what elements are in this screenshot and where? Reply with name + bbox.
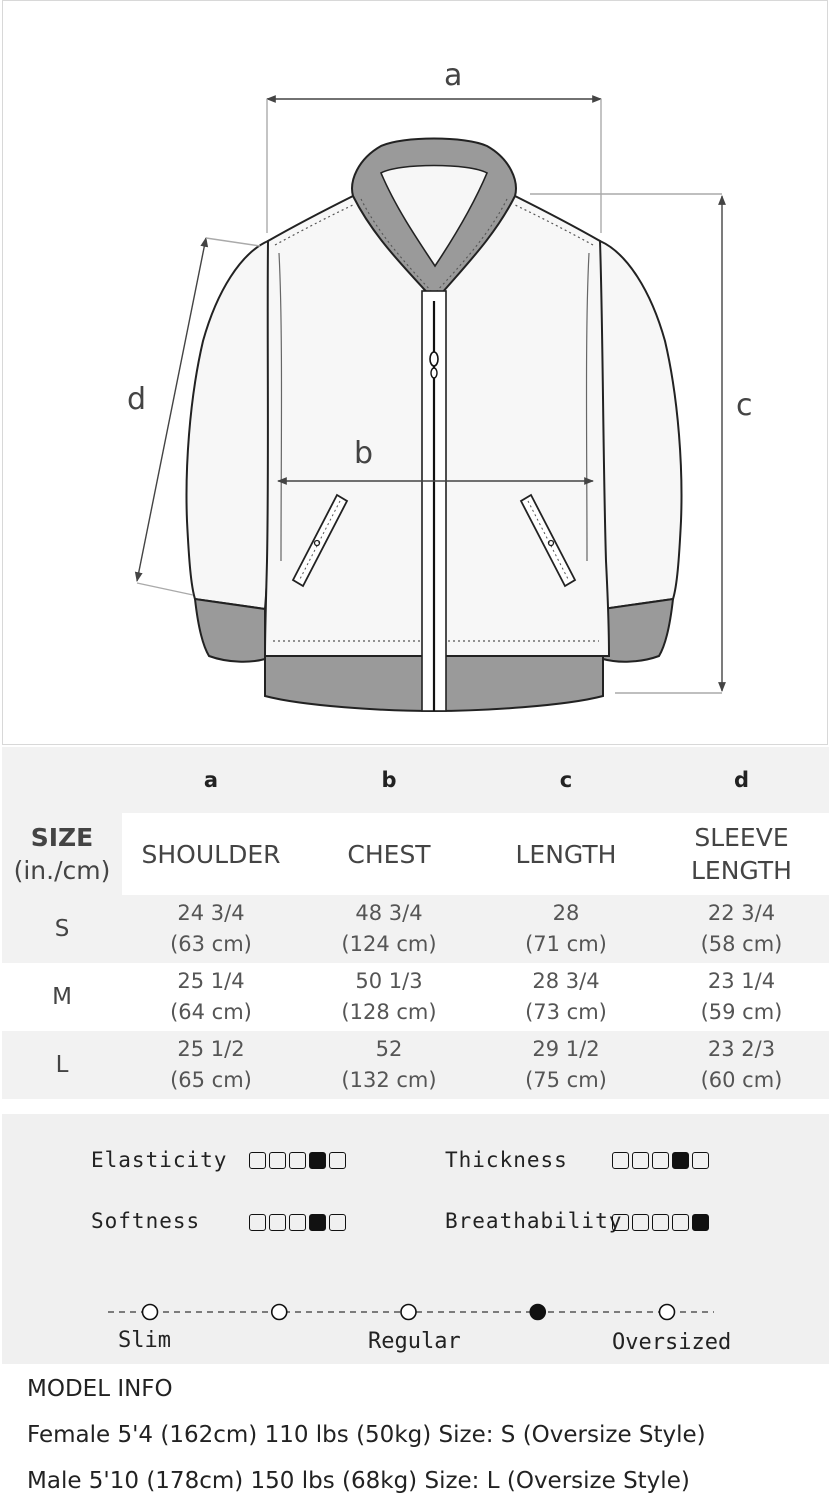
right-cuff [603, 599, 673, 662]
col-chest: CHEST [300, 813, 478, 895]
cell-sleeve: 22 3/4 (58 cm) [700, 901, 783, 956]
model-info-title: MODEL INFO [27, 1376, 173, 1402]
rating-square-empty [632, 1214, 649, 1231]
left-cuff [195, 599, 265, 662]
attr-label-thickness: Thickness [445, 1148, 568, 1172]
col-length: LENGTH [478, 813, 654, 895]
letter-c: c [559, 768, 573, 792]
rating-elasticity [249, 1152, 346, 1169]
rating-square-empty [632, 1152, 649, 1169]
fit-scale [2, 1292, 829, 1332]
rating-square-empty [249, 1152, 266, 1169]
table-row [2, 963, 829, 1031]
rating-square-empty [329, 1152, 346, 1169]
cell-shoulder: 24 3/4 (63 cm) [170, 901, 252, 956]
rating-square-filled [692, 1214, 709, 1231]
fabric-attributes-panel [2, 1114, 829, 1364]
col-sleeve-length: SLEEVE LENGTH [654, 813, 829, 895]
fit-label-slim: Slim [118, 1328, 171, 1353]
cell-sleeve: 23 2/3 (60 cm) [700, 1037, 783, 1092]
rating-breathability [612, 1214, 709, 1231]
fit-dot [401, 1305, 416, 1320]
size-header: SIZE (in./cm) [13, 823, 111, 885]
rating-square-empty [269, 1214, 286, 1231]
cell-length: 28 (71 cm) [525, 901, 607, 956]
jacket-size-diagram [2, 0, 828, 745]
rating-square-empty [329, 1214, 346, 1231]
model-info-female: Female 5'4 (162cm) 110 lbs (50kg) Size: S (Oversize Style) [27, 1422, 706, 1448]
row-size: M [52, 983, 72, 1010]
zipper-pull [430, 352, 438, 366]
rating-square-empty [289, 1214, 306, 1231]
cell-shoulder: 25 1/4 (64 cm) [170, 969, 252, 1024]
fit-dot [272, 1305, 287, 1320]
cell-length: 28 3/4 (73 cm) [525, 969, 607, 1024]
right-sleeve [595, 241, 682, 609]
rating-square-empty [269, 1152, 286, 1169]
attr-label-breathability: Breathability [445, 1209, 623, 1233]
letter-a: a [203, 768, 219, 792]
jacket-illustration [3, 1, 829, 746]
left-sleeve [187, 241, 274, 609]
rating-square-filled [672, 1152, 689, 1169]
rating-square-filled [309, 1152, 326, 1169]
rating-square-empty [289, 1152, 306, 1169]
rating-square-empty [249, 1214, 266, 1231]
rating-softness [249, 1214, 346, 1231]
fit-dot [143, 1305, 158, 1320]
cell-shoulder: 25 1/2 (65 cm) [170, 1037, 252, 1092]
rating-square-filled [309, 1214, 326, 1231]
rating-thickness [612, 1152, 709, 1169]
letter-b: b [381, 768, 397, 792]
rating-square-empty [652, 1152, 669, 1169]
fit-label-oversized: Oversized [612, 1330, 732, 1355]
cell-sleeve: 23 1/4 (59 cm) [700, 969, 783, 1024]
measure-letter-row [2, 747, 829, 813]
row-size: L [55, 1051, 69, 1078]
cell-chest: 52 (132 cm) [341, 1037, 437, 1092]
size-unit: (in./cm) [13, 856, 111, 885]
rating-square-empty [692, 1152, 709, 1169]
table-header-row [2, 813, 829, 895]
rating-square-empty [652, 1214, 669, 1231]
cell-length: 29 1/2 (75 cm) [525, 1037, 607, 1092]
label-a: a [444, 58, 463, 93]
cell-chest: 48 3/4 (124 cm) [341, 901, 437, 956]
col-shoulder: SHOULDER [122, 813, 300, 895]
size-chart-table [2, 747, 829, 1099]
fit-dot-selected [530, 1305, 545, 1320]
table-row [2, 895, 829, 963]
model-info-male: Male 5'10 (178cm) 150 lbs (68kg) Size: L (Oversize Style) [27, 1468, 690, 1494]
letter-d: d [733, 768, 750, 792]
label-c: c [736, 388, 753, 423]
rating-square-empty [612, 1152, 629, 1169]
label-b: b [354, 436, 374, 471]
attr-label-softness: Softness [91, 1209, 201, 1233]
row-size: S [54, 915, 70, 942]
fit-dot [660, 1305, 675, 1320]
attr-label-elasticity: Elasticity [91, 1148, 228, 1172]
rating-square-empty [672, 1214, 689, 1231]
fit-label-regular: Regular [368, 1329, 461, 1354]
label-d: d [127, 382, 147, 417]
rating-square-empty [612, 1214, 629, 1231]
cell-chest: 50 1/3 (128 cm) [341, 969, 437, 1024]
table-row [2, 1031, 829, 1099]
